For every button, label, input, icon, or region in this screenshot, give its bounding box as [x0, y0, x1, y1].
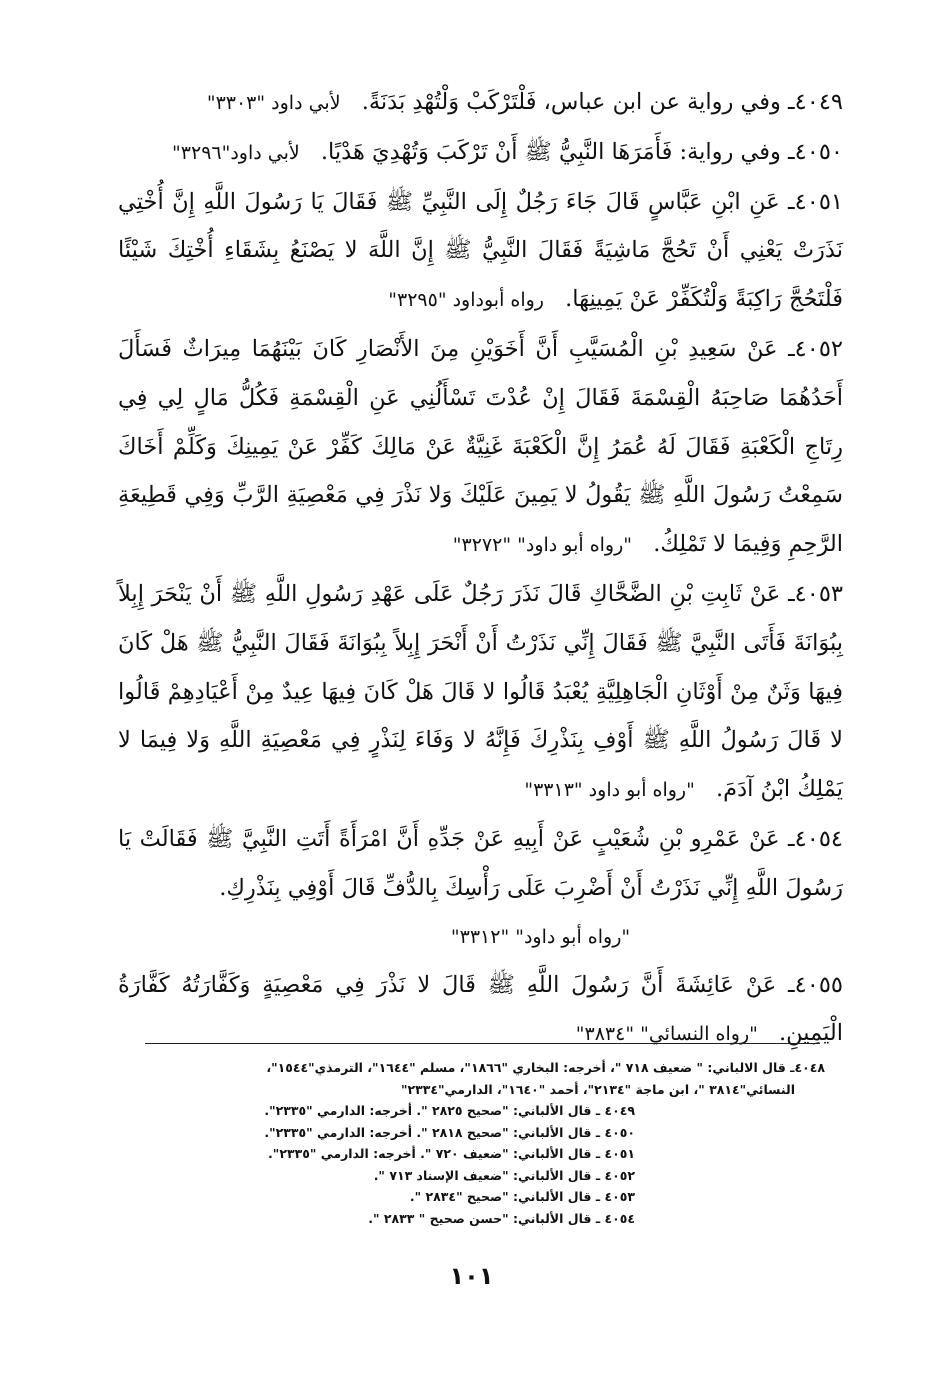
hadith-text: ٤٠٤٩ـ وفي رواية عن ابن عباس، فَلْتَرْكَبْ وَلْتُهْدِ بَدَنَةً. [361, 89, 843, 115]
hadith-reference: لأبي داود "٣٣٠٣" [206, 92, 341, 114]
hadith-text: ٤٠٥٠ـ وفي رواية: فَأَمَرَهَا النَّبِيُّ ﷺ أَنْ تَرْكَبَ وَتُهْدِيَ هَدْيًا. [320, 138, 843, 165]
hadith-4052 [118, 325, 843, 570]
hadith-text: ٤٠٥٤ـ عَنْ عَمْرِو بْنِ شُعَيْبٍ عَنْ أَبِيهِ عَنْ جَدِّهِ أَنَّ امْرَأَةً أَتَتِ النَّبِيَّ ﷺ فَقَالَتْ يَا رَسُولَ اللَّهِ إِنِّي نَذَرْتُ أَنْ أَضْرِبَ عَلَى رَأْسِكَ بِالدُّفِّ قَالَ أَوْفِي بِنَذْرِكِ. [118, 825, 843, 901]
footnote-4048-continued: النسائي"٣٨١٤ "، ابن ماجة "٢١٣٤"، أحمد "١٦٤٠"، الدارمي"٢٣٣٤" [400, 1081, 795, 1097]
hadith-4054 [118, 815, 843, 913]
hadith-text: ٤٠٥٢ـ عَنْ سَعِيدِ بْنِ الْمُسَيَّبِ أَنَّ أَخَوَيْنِ مِنَ الأَنْصَارِ كَانَ بَيْنَهُمَا مِيرَاثٌ فَسَأَلَ أَحَدُهُمَا صَاحِبَهُ الْقِسْمَةَ فَقَالَ إِنْ عُدْتَ تَسْأَلُنِي عَنِ الْقِسْمَةِ فَكُلُّ مَالٍ لِي فِي رِتَاجِ الْكَعْبَةِ فَقَالَ لَهُ عُمَرُ إِنَّ الْكَعْبَةَ غَنِيَّةٌ عَنْ مَالِكَ كَفِّرْ عَنْ يَمِينِكَ وَكَلِّمْ أَخَاكَ سَمِعْتُ رَسُولَ اللَّهِ ﷺ يَقُولُ لا يَمِينَ عَلَيْكَ وَلا نَذْرَ فِي مَعْصِيَةِ الرَّبِّ وَفِي قَطِيعَةِ الرَّحِمِ وَفِيمَا لا تَمْلِكُ. [118, 335, 843, 558]
footnote-4053: ٤٠٥٣ ـ قال الألباني: "صحيح "٢٨٣٤ ". [409, 1189, 635, 1204]
footnote-4050: ٤٠٥٠ ـ قال الألباني: "صحيح ٢٨١٨ ". أخرجه: الدارمي "٢٣٣٥". [264, 1124, 635, 1140]
hadith-text: ٤٠٥٣ـ عَنْ ثَابِتِ بْنِ الضَّحَّاكِ قَالَ نَذَرَ رَجُلٌ عَلَى عَهْدِ رَسُولِ اللَّهِ ﷺ أَنْ يَنْحَرَ إِبِلاً بِبُوَانَةَ فَأَتَى النَّبِيَّ ﷺ فَقَالَ إِنِّي نَذَرْتُ أَنْ أَنْحَرَ إِبِلاً بِبُوَانَةَ فَقَالَ النَّبِيُّ ﷺ هَلْ كَانَ فِيهَا وَثَنٌ مِنْ أَوْثَانِ الْجَاهِلِيَّةِ يُعْبَدُ قَالُوا لا قَالَ هَلْ كَانَ فِيهَا عِيدٌ مِنْ أَعْيَادِهِمْ قَالُوا لا قَالَ رَسُولُ اللَّهِ ﷺ أَوْفِ بِنَذْرِكَ فَإِنَّهُ لا وَفَاءَ لِنَذْرٍ فِي مَعْصِيَةِ اللَّهِ وَلا فِيمَا لا يَمْلِكُ ابْنُ آدَمَ. [118, 580, 843, 803]
hadith-reference: رواه أبوداود "٣٢٩٥" [388, 289, 544, 312]
hadith-reference: "رواه أبو داود" "٣٣١٢" [450, 925, 631, 948]
hadith-text: ٤٠٥١ـ عَنِ ابْنِ عَبَّاسٍ قَالَ جَاءَ رَجُلٌ إِلَى النَّبِيِّ ﷺ فَقَالَ يَا رَسُولَ اللَّهِ إِنَّ أُخْتِي نَذَرَتْ يَعْنِي أَنْ تَحُجَّ مَاشِيَةً فَقَالَ النَّبِيُّ ﷺ إِنَّ اللَّهَ لا يَصْنَعُ بِشَقَاءِ أُخْتِكَ شَيْئًا فَلْتَحُجَّ رَاكِبَةً وَلْتُكَفِّرْ عَنْ يَمِينِهَا. [118, 188, 843, 313]
hadith-reference: لأبي داود"٣٢٩٦" [172, 141, 300, 164]
page-number: ١٠١ [449, 1262, 494, 1290]
hadith-4055 [118, 961, 843, 1060]
footnote-4054: ٤٠٥٤ ـ قال الألباني: "حسن صحيح " ٢٨٣٣ ". [368, 1210, 635, 1226]
footnote-4048: ٤٠٤٨ـ قال الالباني: " ضعيف ٧١٨ "، أخرجه: البخاري "١٨٦٦"، مسلم "١٦٤٤"، الترمذي"١٥٤٤"، [266, 1060, 825, 1075]
hadith-reference: "رواه أبو داود "٣٣١٣" [524, 779, 695, 802]
hadith-reference: "رواه النسائي" "٣٨٣٤" [575, 1023, 758, 1046]
hadith-text: ٤٠٥٥ـ عَنْ عَائِشَةَ أَنَّ رَسُولَ اللَّهِ ﷺ قَالَ لا نَذْرَ فِي مَعْصِيَةٍ وَكَفَّارَتُهُ كَفَّارَةُ الْيَمِينِ. [118, 971, 843, 1047]
footnote-4051: ٤٠٥١ ـ قال الألباني: "ضعيف ٧٢٠ ". أخرجه: الدارمي "٢٣٣٥". [268, 1146, 635, 1161]
footnotes [125, 1057, 825, 1229]
hadith-body [118, 78, 843, 1059]
hadith-4049 [118, 78, 843, 128]
footnote-4049: ٤٠٤٩ ـ قال الألباني: "صحيح ٢٨٢٥ ". أخرجه: الدارمي "٢٣٣٥". [264, 1103, 635, 1118]
hadith-4051 [118, 178, 843, 325]
hadith-4050 [118, 128, 843, 178]
hadith-4053 [118, 570, 843, 815]
hadith-reference: "رواه أبو داود" "٣٢٧٢" [452, 534, 633, 557]
footnote-4052: ٤٠٥٢ ـ قال الألباني: "ضعيف الإسناد ٧١٣ ". [373, 1167, 635, 1183]
footnote-divider [145, 1043, 820, 1044]
